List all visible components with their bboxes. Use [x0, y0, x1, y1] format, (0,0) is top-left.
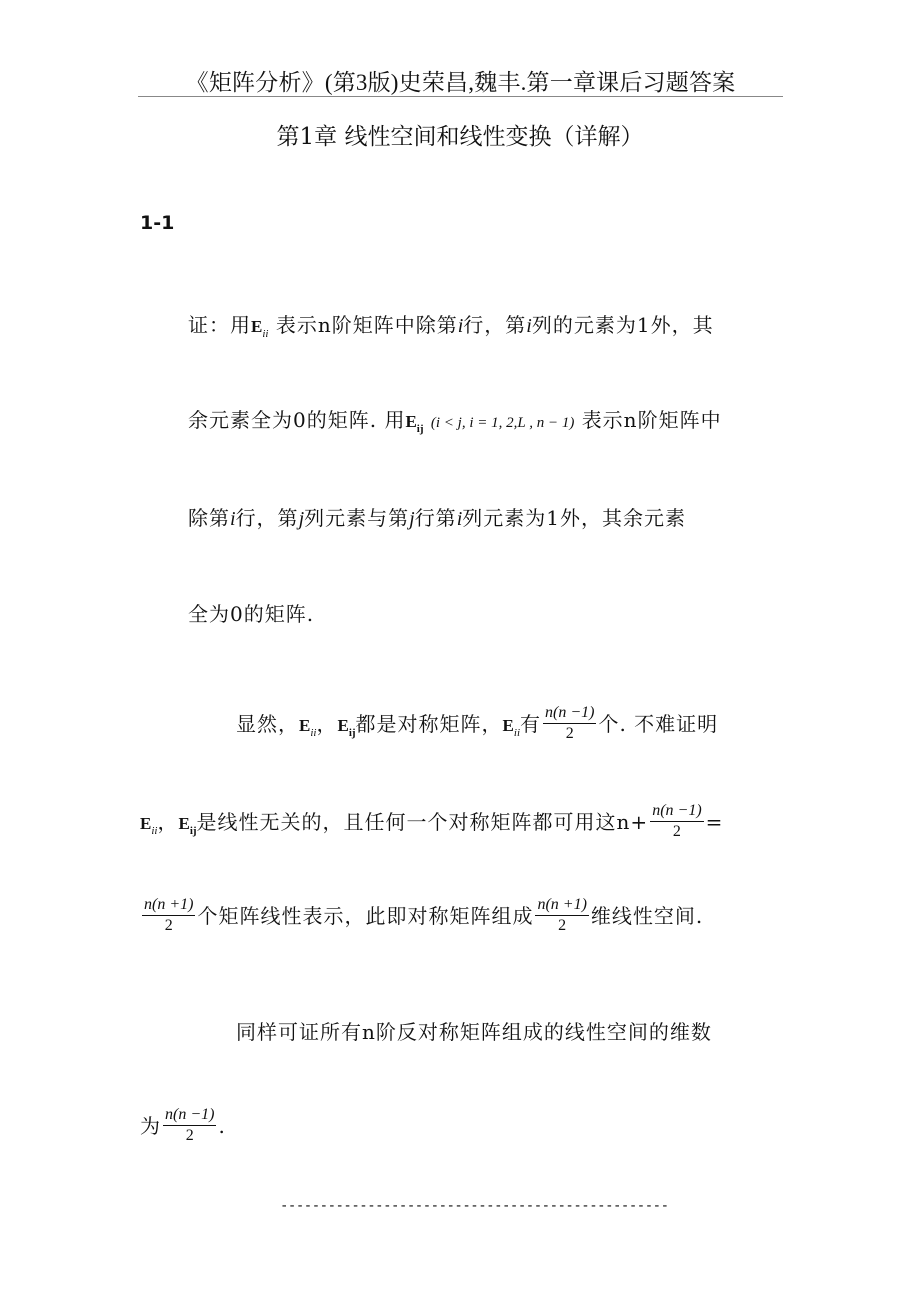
subscript: ii [151, 825, 158, 837]
text: 都是对称矩阵， [355, 712, 503, 736]
fraction-denominator: 2 [558, 917, 567, 934]
fraction-denominator: 2 [565, 725, 574, 742]
condition: (i < j, i = 1, 2,L , n − 1) [430, 415, 575, 431]
matrix-symbol: E [502, 716, 514, 735]
text: 显然， [236, 712, 299, 736]
math-var: i [230, 508, 236, 530]
math-var: i [456, 508, 463, 530]
math-var: j [409, 508, 415, 530]
running-header: 《矩阵分析》(第3版)史荣昌,魏丰.第一章课后习题答案 [185, 70, 736, 95]
text: 为 [140, 1114, 161, 1138]
fraction [163, 1106, 216, 1145]
text: ， [157, 810, 179, 834]
matrix-symbol: E [178, 814, 190, 833]
fraction-numerator: n(n −1) [163, 1106, 216, 1126]
fraction-numerator: n(n +1) [535, 896, 588, 916]
proof-line-8 [236, 1016, 712, 1045]
proof-line-5 [236, 706, 718, 745]
text: 行，第 [463, 313, 527, 337]
text: 余元素全为0的矩阵. 用 [188, 408, 406, 432]
matrix-symbol: E [337, 716, 349, 735]
fraction [650, 802, 703, 841]
subscript: ii [310, 727, 317, 739]
text: 表示n阶矩阵中除第 [275, 313, 458, 337]
subscript: ij [189, 825, 197, 837]
text: ， [316, 712, 338, 736]
proof-line-2 [188, 404, 722, 433]
text: 列元素与第 [304, 506, 410, 530]
text: . [218, 1114, 226, 1138]
math-var: j [298, 508, 305, 530]
subscript: ij [348, 727, 356, 739]
section-label: 1-1 [140, 212, 175, 234]
text: 维线性空间. [590, 904, 704, 928]
text: 全为0的矩阵. [188, 602, 315, 626]
text: 证：用 [188, 313, 251, 337]
fraction-denominator: 2 [164, 917, 173, 934]
text: 表示n阶矩阵中 [581, 408, 722, 432]
fraction [535, 896, 588, 935]
text: 列元素为1外，其余元素 [462, 506, 686, 530]
math-var: i [457, 315, 464, 337]
subscript: ii [262, 328, 269, 340]
fraction-denominator: 2 [672, 823, 681, 840]
matrix-symbol: E [299, 716, 311, 735]
header-rule [138, 96, 783, 97]
math-var: i [526, 315, 532, 337]
text: 个矩阵线性表示，此即对称矩阵组成 [197, 904, 534, 928]
proof-line-6 [140, 804, 723, 843]
proof-line-7 [140, 898, 703, 937]
text: = [705, 810, 724, 834]
fraction-numerator: n(n +1) [142, 896, 195, 916]
text: 是线性无关的，且任何一个对称矩阵都可用这n+ [196, 810, 649, 834]
fraction-denominator: 2 [185, 1127, 194, 1144]
subscript: ii [513, 727, 521, 739]
text: 除第 [188, 506, 230, 530]
footer-divider: ------------------------------------------------- [280, 1198, 669, 1214]
text: 个. 不难证明 [598, 712, 719, 736]
fraction [142, 896, 195, 935]
proof-line-1 [188, 309, 714, 338]
text: 同样可证所有n阶反对称矩阵组成的线性空间的维数 [236, 1020, 712, 1044]
fraction [543, 704, 596, 743]
subscript: ij [416, 423, 424, 435]
text: 列的元素为1外，其 [531, 313, 714, 337]
proof-line-4 [188, 598, 314, 627]
text: 行，第 [235, 506, 299, 530]
matrix-symbol: E [405, 412, 417, 431]
text: 行第 [414, 506, 457, 530]
fraction-numerator: n(n −1) [543, 704, 596, 724]
proof-line-9 [140, 1108, 226, 1147]
proof-line-3 [188, 502, 686, 531]
matrix-symbol: E [140, 814, 152, 833]
matrix-symbol: E [251, 317, 263, 336]
fraction-numerator: n(n −1) [650, 802, 703, 822]
chapter-title: 第1章 线性空间和线性变换（详解） [276, 124, 644, 150]
text: 有 [520, 712, 542, 736]
